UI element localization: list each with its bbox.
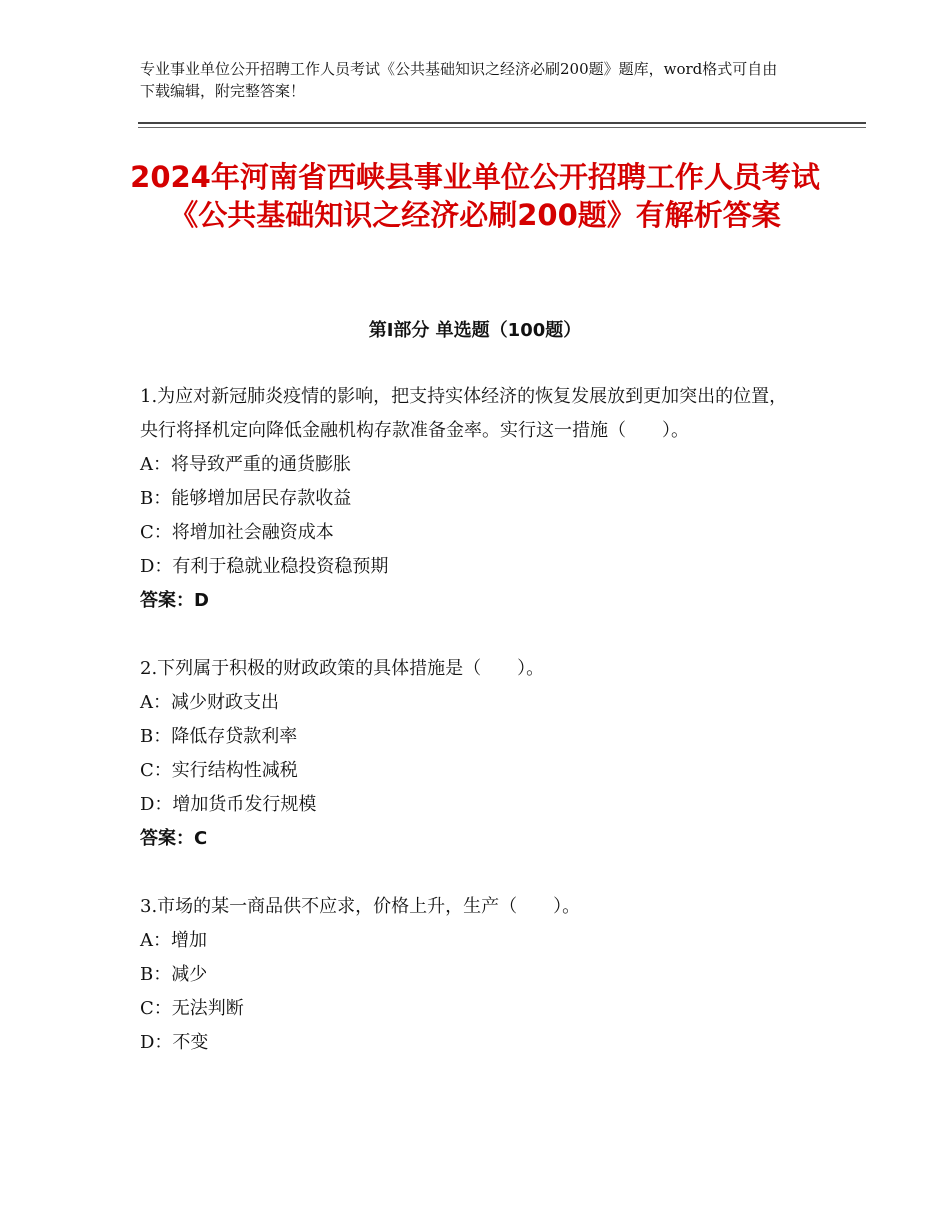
option-c: C：实行结构性减税 <box>140 760 298 781</box>
question-stem: 2.下列属于积极的财政政策的具体措施是（ ）。 <box>140 658 545 679</box>
option-a: A：减少财政支出 <box>140 692 279 713</box>
question-2 <box>140 652 800 856</box>
answer-label: 答案：C <box>140 828 208 849</box>
answer-label: 答案：D <box>140 590 209 611</box>
option-d: D：增加货币发行规模 <box>140 794 317 815</box>
header-rule-thick <box>138 122 866 124</box>
option-d: D：有利于稳就业稳投资稳预期 <box>140 556 389 577</box>
document-title: 2024年河南省西峡县事业单位公开招聘工作人员考试《公共基础知识之经济必刷200题》有解析答案 <box>130 160 820 232</box>
question-stem: 3.市场的某一商品供不应求，价格上升，生产（ ）。 <box>140 896 581 917</box>
option-b: B：减少 <box>140 964 208 985</box>
option-b: B：降低存贷款利率 <box>140 726 298 747</box>
option-b: B：能够增加居民存款收益 <box>140 488 352 509</box>
question-list <box>140 380 800 1094</box>
option-a: A：增加 <box>140 930 207 951</box>
question-1 <box>140 380 800 618</box>
question-stem: 1.为应对新冠肺炎疫情的影响，把支持实体经济的恢复发展放到更加突出的位置，央行将择机定向降低金融机构存款准备金率。实行这一措施（ ）。 <box>140 386 788 441</box>
option-c: C：无法判断 <box>140 998 244 1019</box>
option-c: C：将增加社会融资成本 <box>140 522 334 543</box>
option-d: D：不变 <box>140 1032 209 1053</box>
question-3 <box>140 890 800 1060</box>
option-a: A：将导致严重的通货膨胀 <box>140 454 351 475</box>
section-heading: 第Ⅰ部分 单选题（100题） <box>368 320 582 341</box>
header-note: 专业事业单位公开招聘工作人员考试《公共基础知识之经济必刷200题》题库，word格式可自由下载编辑，附完整答案！ <box>140 60 778 100</box>
header-rule-thin <box>138 127 866 128</box>
